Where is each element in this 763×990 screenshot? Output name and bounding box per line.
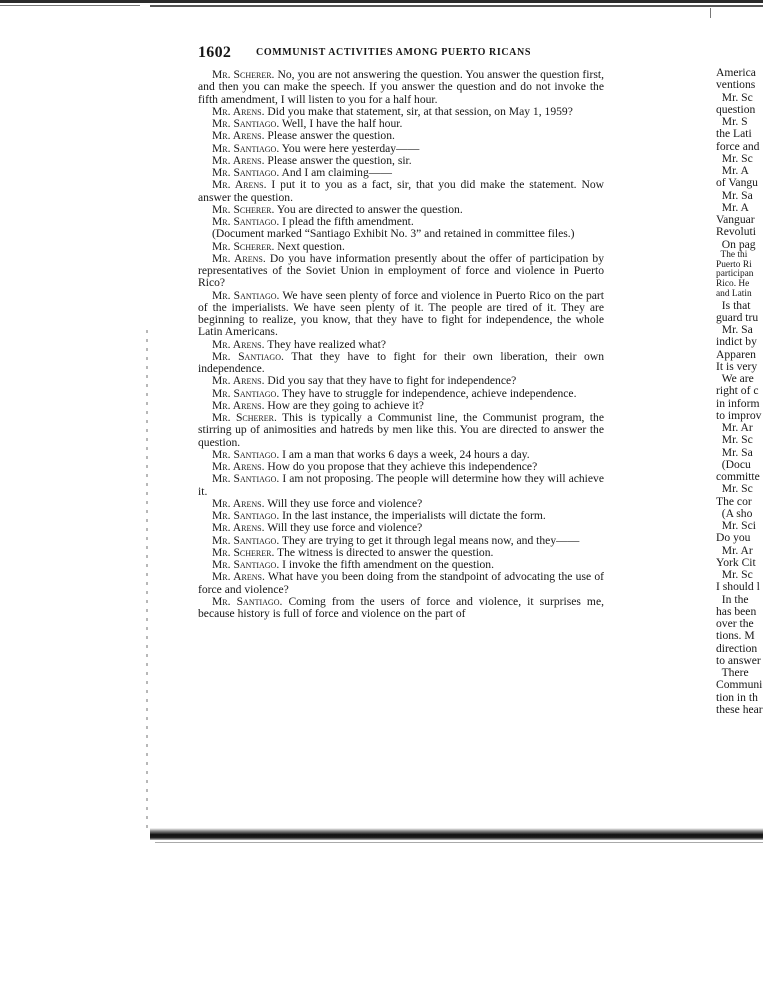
speaker-name: Mr. Arens. xyxy=(212,129,265,143)
speaker-name: Mr. Santiago. xyxy=(212,472,280,486)
facing-page-line: guard tru xyxy=(716,310,759,324)
speaker-name: Mr. Scherer. xyxy=(212,202,275,216)
paragraph-text: You were here yesterday—— xyxy=(279,141,420,155)
paragraph-text: How do you propose that they achieve this independence? xyxy=(264,460,538,473)
speaker-name: Mr. Santiago. xyxy=(212,166,280,179)
facing-page-line: direction xyxy=(716,641,758,655)
facing-page-line: Do you xyxy=(716,531,751,545)
facing-page-line: Mr. Sc xyxy=(716,151,753,165)
speaker-name: Mr. Santiago. xyxy=(212,594,283,608)
facing-page-line: On pag xyxy=(716,237,756,251)
speaker-name: Mr. Arens. xyxy=(212,153,265,167)
facing-page-line: Vanguar xyxy=(716,213,755,226)
facing-page-line: has been xyxy=(716,604,757,618)
transcript-body xyxy=(198,69,604,620)
paragraph-text: I put it to you as a fact, sir, that you did make the statement. Now answer the question. xyxy=(198,178,604,204)
speaker-name: Mr. Arens. xyxy=(212,178,267,192)
facing-page-line: There xyxy=(716,666,749,680)
facing-page-line: right of c xyxy=(716,384,759,398)
paragraph-text: Will they use force and violence? xyxy=(264,521,423,535)
transcript-paragraph xyxy=(198,290,604,339)
paragraph-text: I invoke the fifth amendment on the question. xyxy=(279,558,494,571)
facing-page-line: The thi xyxy=(716,249,748,260)
facing-page-line: the Lati xyxy=(716,127,752,141)
speaker-name: Mr. Arens. xyxy=(212,104,265,118)
speaker-name: Mr. Santiago. xyxy=(212,141,280,155)
facing-page-column xyxy=(716,67,763,716)
transcript-paragraph xyxy=(198,571,604,596)
facing-page-line: and Latin xyxy=(716,288,752,299)
transcript-paragraph xyxy=(198,412,604,449)
paragraph-text: Please answer the question, sir. xyxy=(264,153,412,167)
facing-page-line: committe xyxy=(716,470,760,484)
speaker-name: Mr. Santiago. xyxy=(212,349,284,363)
paragraph-text: What have you been doing from the standpoint of advocating the use of force and violence? xyxy=(198,570,605,596)
facing-page-line: indict by xyxy=(716,335,757,349)
transcript-paragraph xyxy=(198,351,604,376)
paragraph-text: Well, I have the half hour. xyxy=(279,117,403,130)
speaker-name: Mr. Scherer. xyxy=(212,239,275,253)
running-head: COMMUNIST ACTIVITIES AMONG PUERTO RICANS xyxy=(256,47,531,58)
speaker-name: Mr. Santiago. xyxy=(212,288,280,302)
facing-page-line: Mr. Ar xyxy=(716,421,753,435)
facing-page-line: The cor xyxy=(716,494,752,508)
paragraph-text: You are directed to answer the question. xyxy=(274,202,463,216)
transcript-paragraph xyxy=(198,473,604,498)
speaker-name: Mr. Santiago. xyxy=(212,117,280,130)
transcript-paragraph xyxy=(198,596,604,621)
paragraph-text: We have seen plenty of force and violence in Puerto Rico on the part of the imperialists. We have seen plenty of it. The people are tired of it. They are beginning to realize, you know, that they have to fight for independence, the whole Latin Americans. xyxy=(198,288,604,339)
facing-page-line: Communi xyxy=(716,678,763,692)
speaker-name: Mr. Scherer. xyxy=(212,411,277,424)
speaker-name: Mr. Arens. xyxy=(212,570,265,584)
paragraph-text: No, you are not answering the question. You answer the question first, and then you can make the speech. If you answer the question and do not invoke the fifth amendment, I will listen to you for a half hour. xyxy=(198,68,604,106)
facing-page-line: Mr. Sa xyxy=(716,323,753,337)
facing-page-line: Mr. Sa xyxy=(716,445,753,459)
facing-page-line: of Vangu xyxy=(716,176,758,190)
speaker-name: Mr. Santiago. xyxy=(212,533,280,547)
paragraph-text: Did you make that statement, sir, at that session, on May 1, 1959? xyxy=(264,104,573,118)
scan-bottom-fold xyxy=(150,828,763,840)
scan-top-rule-left xyxy=(0,5,140,6)
facing-page-line: I should l xyxy=(716,580,760,594)
facing-page-line: ventions xyxy=(716,78,756,92)
scan-fold-mark xyxy=(710,8,711,18)
facing-page-line: Mr. Ar xyxy=(716,543,753,557)
facing-page-line: these hear xyxy=(716,702,763,716)
facing-page-line: Is that xyxy=(716,298,751,312)
paragraph-text: And I am claiming—— xyxy=(279,166,392,179)
speaker-name: Mr. Arens. xyxy=(212,374,265,388)
paragraph-text: Coming from the users of force and violence, it surprises me, because history is full of force and violence on the part of xyxy=(198,594,604,620)
scan-top-rule xyxy=(150,5,763,7)
facing-page-line: (A sho xyxy=(716,506,753,520)
transcript-paragraph xyxy=(198,253,604,290)
speaker-name: Mr. Santiago. xyxy=(212,215,280,228)
facing-page-line: Rico. He xyxy=(716,279,750,290)
facing-page-line: Mr. A xyxy=(716,164,749,177)
speaker-name: Mr. Arens. xyxy=(212,251,266,265)
paragraph-text: In the last instance, the imperialists will dictate the form. xyxy=(279,509,546,522)
facing-page-line: Apparen xyxy=(716,347,756,361)
speaker-name: Mr. Scherer. xyxy=(212,68,275,81)
facing-page-line: force and xyxy=(716,139,760,153)
paragraph-text: That they have to fight for their own liberation, their own independence. xyxy=(198,349,605,375)
facing-page-line: to improv xyxy=(716,408,762,422)
paragraph-text: The witness is directed to answer the question. xyxy=(274,545,494,559)
scan-bottom-rule xyxy=(155,842,763,843)
paragraph-text: They have realized what? xyxy=(264,337,386,351)
facing-page-line: Mr. A xyxy=(716,200,749,214)
paragraph-text: Did you say that they have to fight for independence? xyxy=(264,374,517,388)
facing-page-line: over the xyxy=(716,617,754,631)
speaker-name: Mr. Santiago. xyxy=(212,447,280,461)
facing-page-line: Mr. Sci xyxy=(716,519,756,533)
paragraph-text: How are they going to achieve it? xyxy=(264,398,424,412)
facing-page-line: tions. M xyxy=(716,629,755,643)
paragraph-text: They have to struggle for independence, achieve independence. xyxy=(279,386,577,400)
facing-page-line: Revoluti xyxy=(716,225,756,239)
paragraph-text: I plead the fifth amendment. xyxy=(279,215,414,228)
facing-page-line: It is very xyxy=(716,359,758,373)
binding-shadow xyxy=(146,330,148,830)
facing-page-line: question xyxy=(716,102,756,116)
speaker-name: Mr. Arens. xyxy=(212,521,265,535)
speaker-name: Mr. Santiago. xyxy=(212,558,280,571)
paragraph-text: Next question. xyxy=(274,239,345,253)
facing-page-line: Mr. Sc xyxy=(716,90,753,104)
speaker-name: Mr. Arens. xyxy=(212,460,265,473)
facing-page-line: America xyxy=(716,67,756,79)
facing-page-line: Mr. Sc xyxy=(716,433,753,447)
paragraph-text: (Document marked “Santiago Exhibit No. 3” and retained in committee files.) xyxy=(212,227,575,241)
paragraph-text: Will they use force and violence? xyxy=(264,496,423,510)
facing-page-line: to answer xyxy=(716,653,761,667)
facing-page-line: participan xyxy=(716,269,754,280)
facing-page-line: York Cit xyxy=(716,555,756,569)
facing-page-line: Puerto Ri xyxy=(716,259,752,270)
transcript-paragraph xyxy=(198,69,604,106)
speaker-name: Mr. Scherer. xyxy=(212,545,275,559)
facing-page-line: Mr. Sc xyxy=(716,482,753,496)
paragraph-text: They are trying to get it through legal means now, and they—— xyxy=(279,533,580,547)
facing-page-line: We are xyxy=(716,372,754,386)
transcript-paragraph xyxy=(198,179,604,204)
paragraph-text: I am not proposing. The people will determine how they will achieve it. xyxy=(198,472,604,498)
speaker-name: Mr. Arens. xyxy=(212,337,265,351)
paragraph-text: This is typically a Communist line, the Communist program, the stirring up of animosities and hatreds by men like this. You are directed to answer the question. xyxy=(198,411,604,449)
speaker-name: Mr. Arens. xyxy=(212,496,265,510)
facing-page-line: in inform xyxy=(716,396,760,410)
paragraph-text: Do you have information presently about the offer of participation by representatives of the Soviet Union in employment of force and violence in Puerto Rico? xyxy=(198,251,604,290)
facing-page-line: (Docu xyxy=(716,457,751,471)
page-number: 1602 xyxy=(198,44,232,61)
facing-page-line: Mr. Sa xyxy=(716,188,753,202)
scan-top-edge xyxy=(0,0,763,3)
paragraph-text: Please answer the question. xyxy=(264,129,395,143)
speaker-name: Mr. Santiago. xyxy=(212,386,280,400)
speaker-name: Mr. Arens. xyxy=(212,398,265,412)
paragraph-text: I am a man that works 6 days a week, 24 hours a day. xyxy=(279,447,530,461)
speaker-name: Mr. Santiago. xyxy=(212,509,280,522)
facing-page-line: In the xyxy=(716,592,749,606)
facing-page-line: tion in th xyxy=(716,690,758,704)
page-header xyxy=(198,44,604,64)
facing-page-line: Mr. S xyxy=(716,115,748,128)
facing-page-line: Mr. Sc xyxy=(716,568,753,582)
